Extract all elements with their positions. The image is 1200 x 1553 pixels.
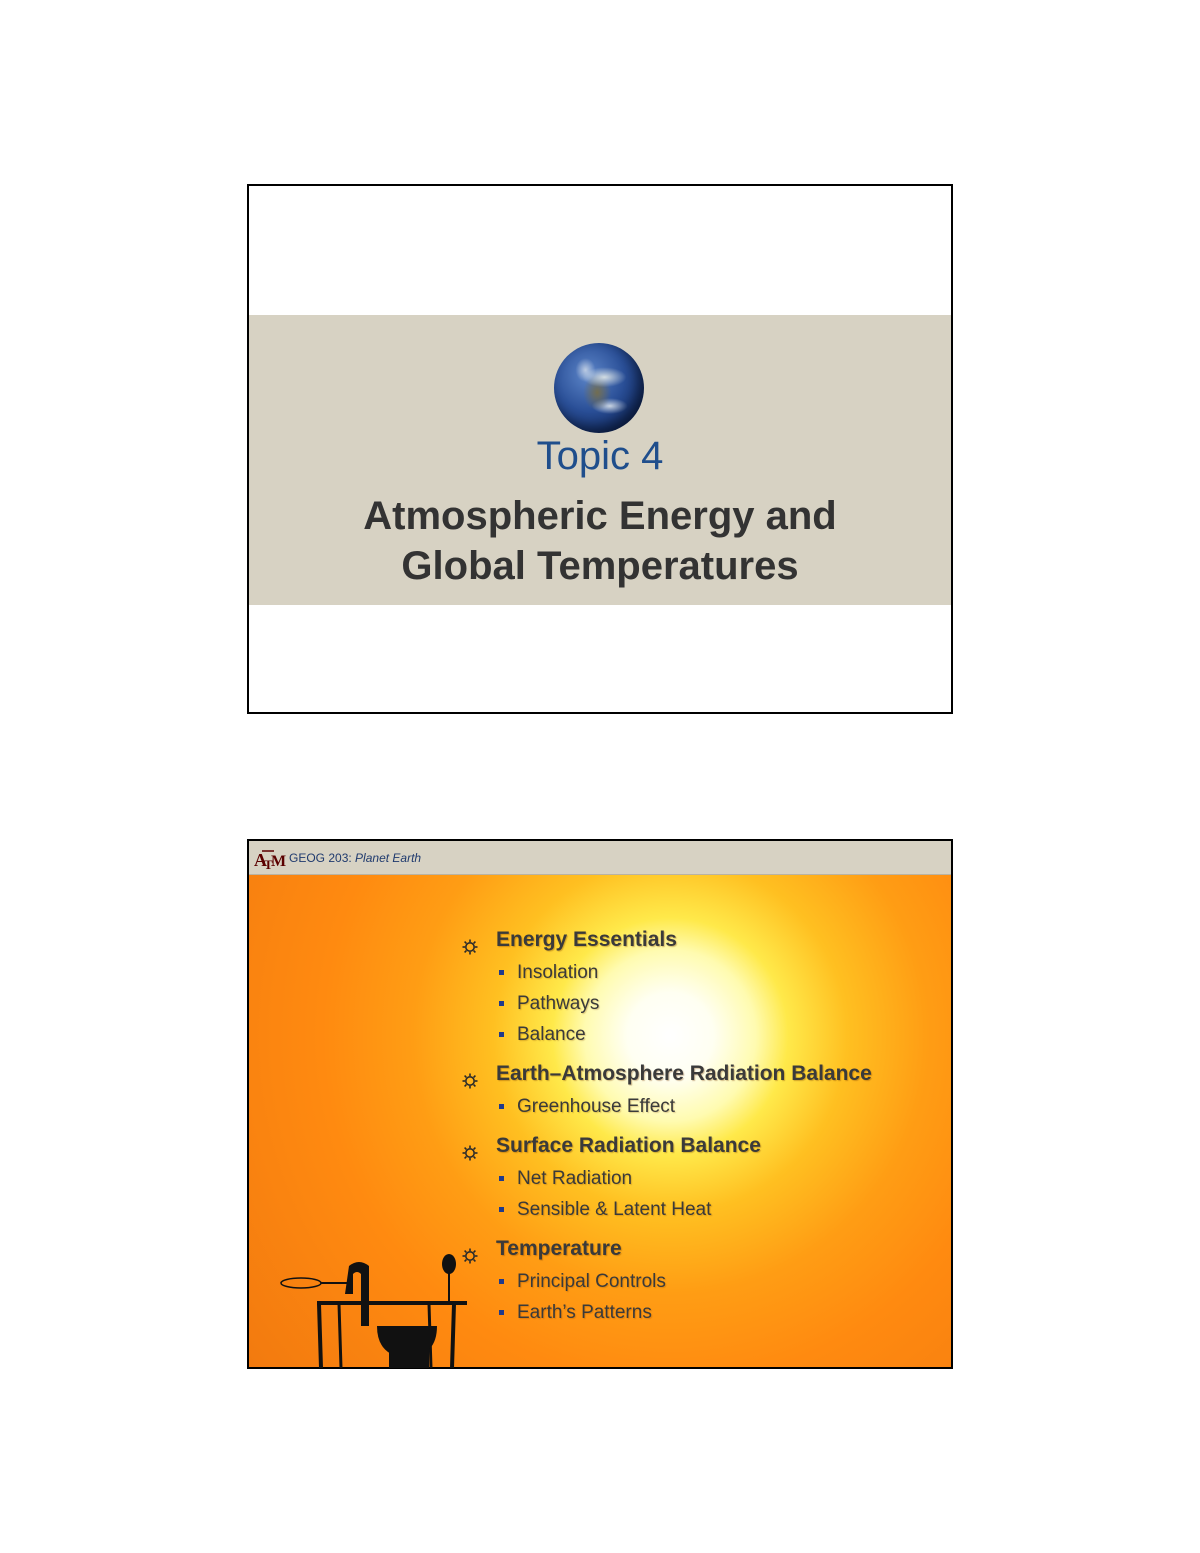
outline-subitem-text: Insolation [517,962,599,983]
outline-slide [247,839,953,1369]
outline-subitem [462,1019,942,1050]
outline-heading [462,1129,942,1163]
outline-heading-text: Temperature [496,1237,622,1260]
outline-heading [462,923,942,957]
slide-title-line-1: Atmospheric Energy and [363,494,837,538]
square-bullet-icon [499,1032,504,1037]
sun-bullet-icon [462,932,478,948]
outline-subitem-text: Balance [517,1024,586,1045]
topic-number: Topic 4 [536,434,664,478]
svg-text:A: A [254,850,267,870]
outline-subitem [462,988,942,1019]
outline-heading [462,1232,942,1266]
outline-subitem [462,1163,942,1194]
outline-subitem-text: Earth’s Patterns [517,1302,652,1323]
square-bullet-icon [499,1310,504,1315]
outline-subitem-text: Principal Controls [517,1271,666,1292]
sun-bullet-icon [462,1241,478,1257]
svg-text:M: M [271,853,287,870]
outline-gap [462,1122,942,1129]
outline-subitem-text: Net Radiation [517,1168,633,1189]
weather-instrument-silhouette-icon [279,1246,454,1368]
outline-subitem [462,957,942,988]
outline-heading-text: Energy Essentials [496,928,677,951]
outline-subitem-text: Pathways [517,993,600,1014]
outline-subitem-text: Greenhouse Effect [517,1096,676,1117]
course-code: GEOG 203: [289,851,352,865]
square-bullet-icon [499,1176,504,1181]
svg-text:T: T [264,857,273,872]
square-bullet-icon [499,1104,504,1109]
square-bullet-icon [499,970,504,975]
outline-subitem [462,1194,942,1225]
outline-subitem [462,1091,942,1122]
sun-bullet-icon [462,1066,478,1082]
slide-header [249,841,951,875]
outline-subitem [462,1297,942,1328]
outline-heading [462,1057,942,1091]
course-name: Planet Earth [355,851,422,865]
slide-title-line-2: Global Temperatures [401,544,799,588]
outline-subitem-text: Sensible & Latent Heat [517,1199,712,1220]
square-bullet-icon [499,1279,504,1284]
square-bullet-icon [499,1207,504,1212]
outline-heading-text: Earth–Atmosphere Radiation Balance [496,1062,872,1085]
outline-gap [462,1225,942,1232]
square-bullet-icon [499,1001,504,1006]
outline-heading-text: Surface Radiation Balance [496,1134,761,1157]
slide-title [249,491,951,591]
atm-logo-icon [253,845,287,872]
title-slide [247,184,953,714]
outline-gap [462,1050,942,1057]
earth-globe-icon [554,343,644,433]
sun-bullet-icon [462,1138,478,1154]
course-title [289,851,421,865]
title-band [249,315,951,605]
outline-subitem [462,1266,942,1297]
outline-list [462,923,942,1328]
